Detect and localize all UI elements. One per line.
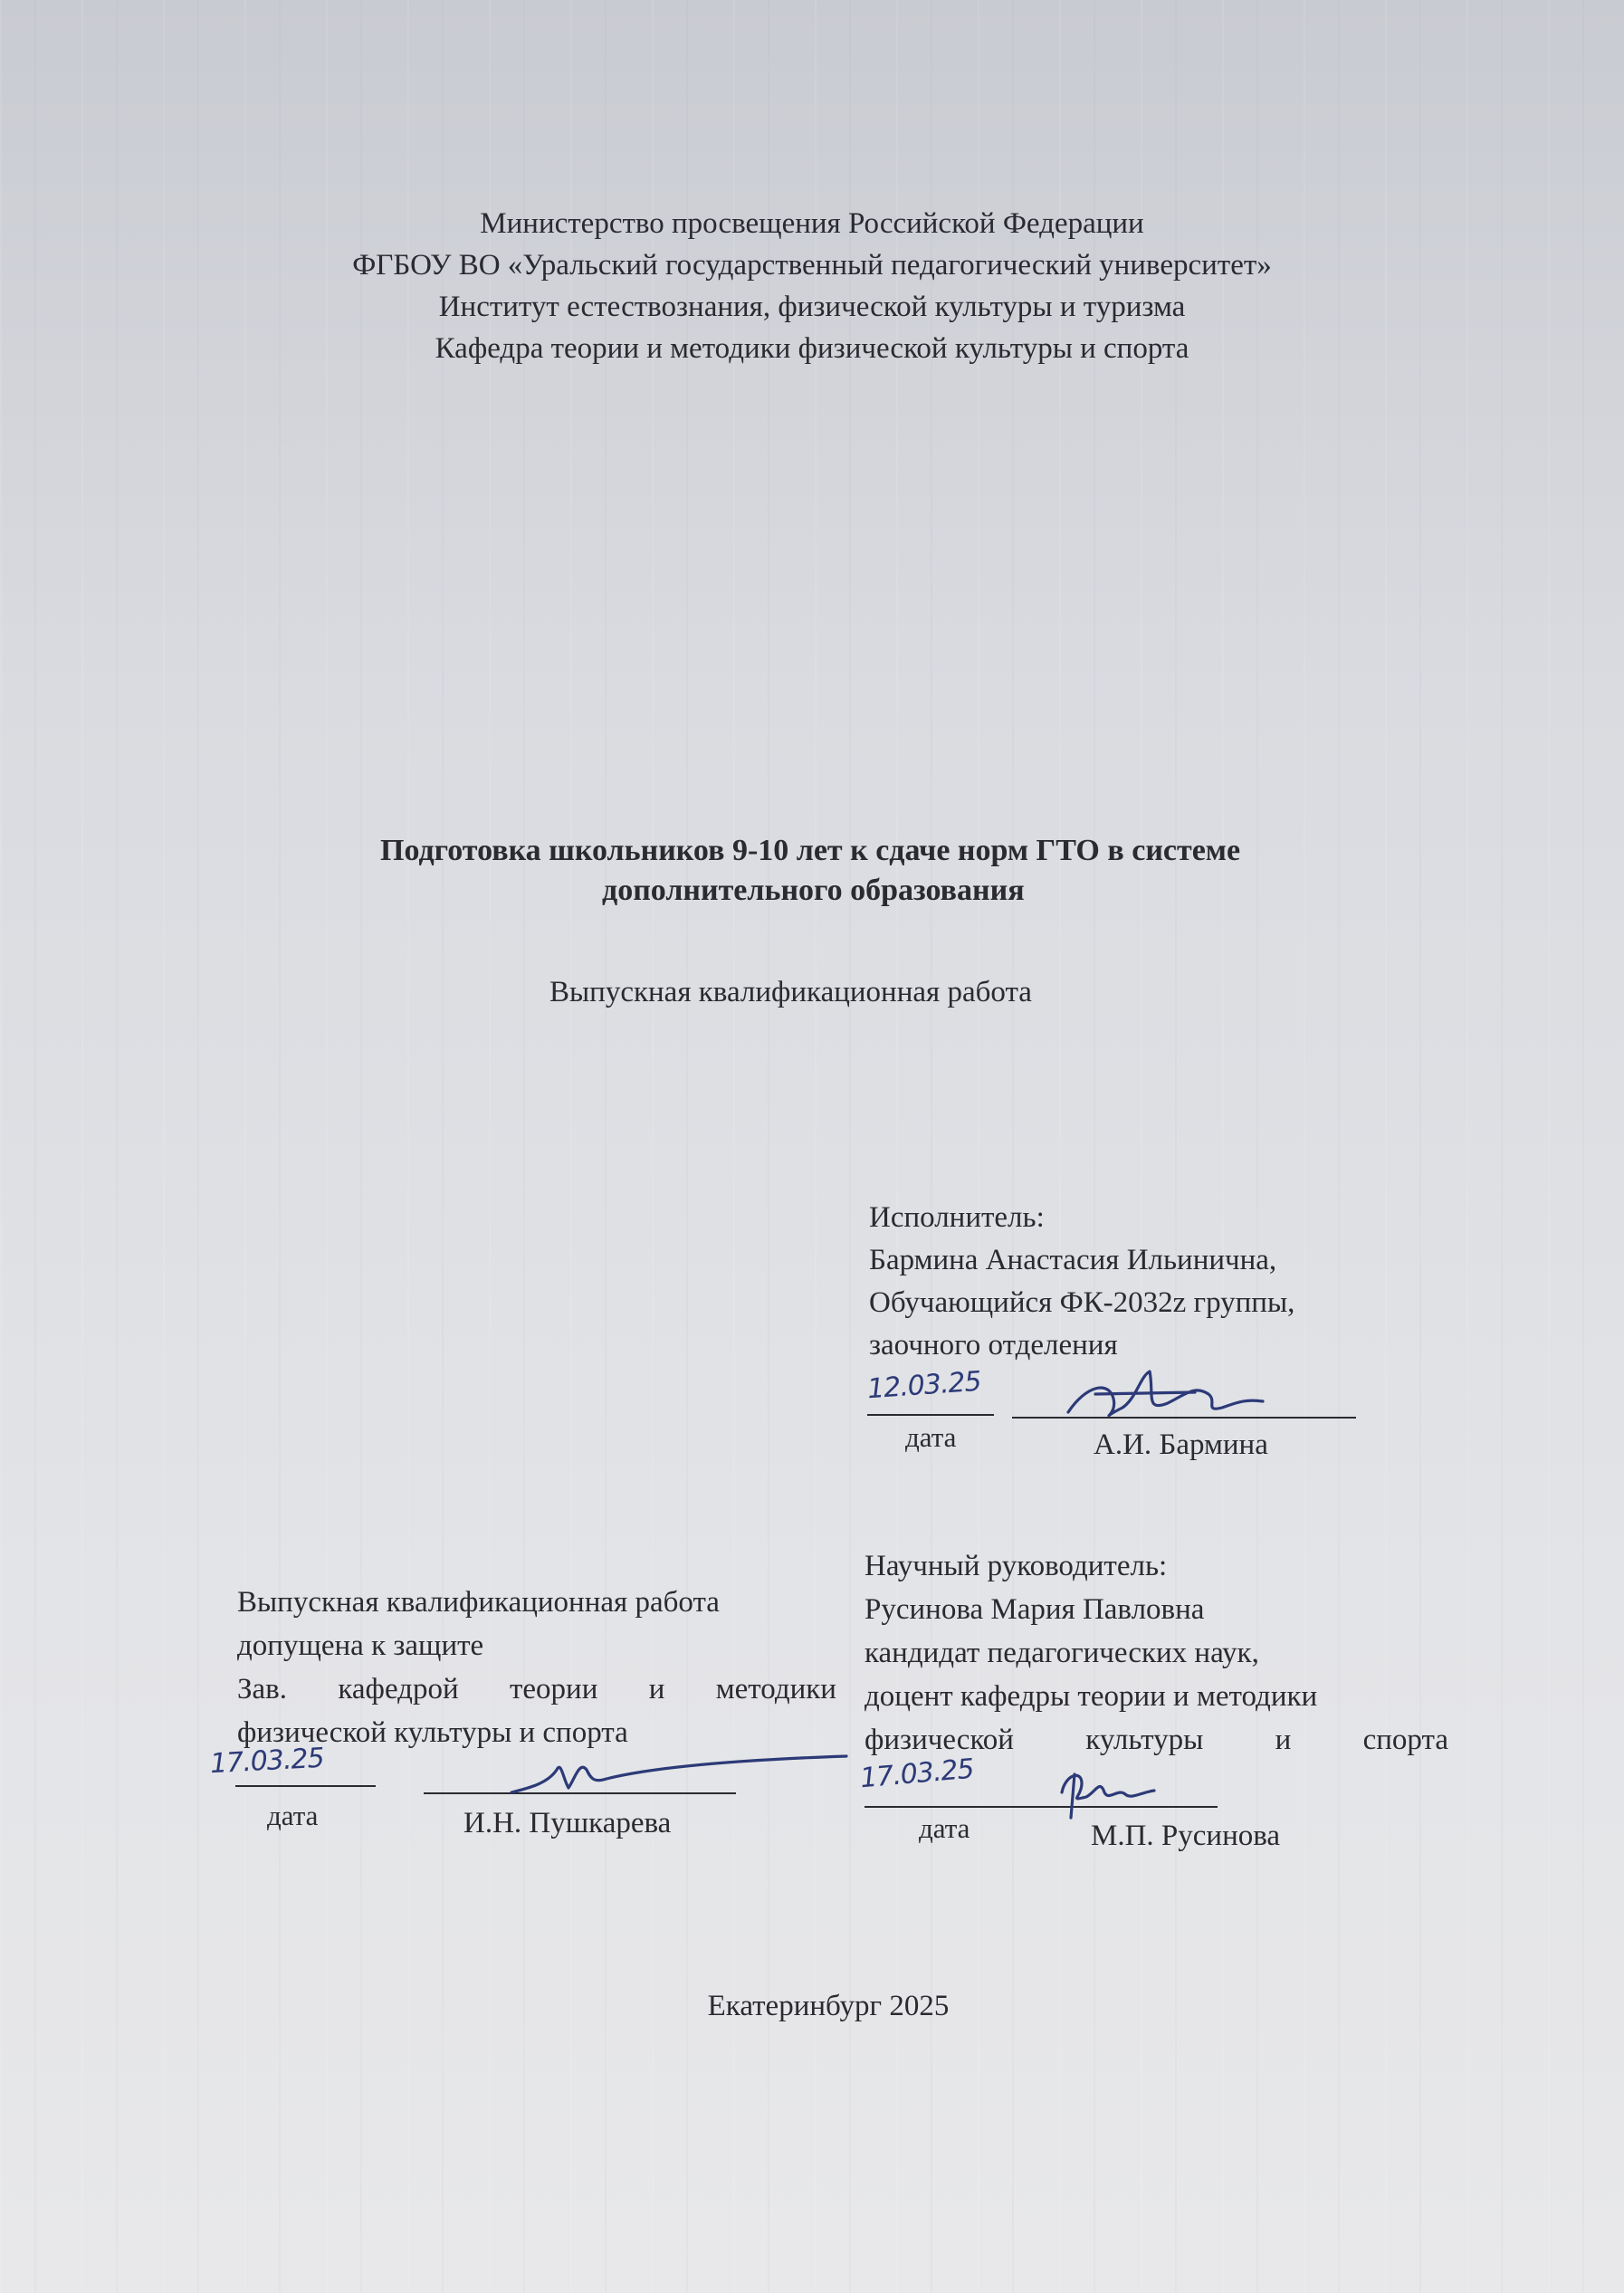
approval-word: теории [509,1673,598,1705]
supervisor-signature-line [865,1806,1218,1808]
supervisor-position-word: спорта [1362,1724,1448,1756]
supervisor-signature-name: М.П. Русинова [1091,1820,1281,1852]
footer-city-year: Екатеринбург 2025 [707,1990,950,2022]
executor-name: Бармина Анастасия Ильинична, [869,1244,1277,1276]
executor-date-handwritten: 12.03.25 [865,1365,982,1406]
supervisor-position-word: физической [865,1724,1014,1756]
approval-word: кафедрой [338,1673,459,1705]
supervisor-position-line2 [865,1720,1448,1760]
approval-word: Зав. [237,1673,288,1705]
thesis-title-line2: дополнительного образования [602,874,1025,907]
supervisor-position-word: культуры [1085,1724,1204,1756]
header-ministry: Министерство просвещения Российской Федерации [480,207,1144,240]
approval-line3 [237,1669,836,1709]
executor-date-line [867,1414,994,1416]
executor-heading: Исполнитель: [869,1201,1045,1234]
approval-date-line [235,1785,376,1787]
executor-department: заочного отделения [869,1329,1118,1361]
executor-date-label: дата [905,1421,957,1453]
thesis-title-line1: Подготовка школьников 9-10 лет к сдаче норм ГТО в системе [380,834,1241,867]
header-department: Кафедра теории и методики физической культуры и спорта [435,332,1189,365]
supervisor-degree: кандидат педагогических наук, [865,1637,1259,1669]
approval-line4: физической культуры и спорта [237,1716,628,1749]
approval-line1: Выпускная квалификационная работа [237,1586,720,1619]
approval-word: методики [715,1673,836,1705]
approval-date-label: дата [267,1800,319,1831]
supervisor-signature [1055,1756,1163,1820]
supervisor-date-label: дата [919,1812,970,1844]
executor-signature [1059,1358,1267,1430]
supervisor-name: Русинова Мария Павловна [865,1593,1205,1626]
supervisor-position: доцент кафедры теории и методики [865,1680,1318,1713]
header-university: ФГБОУ ВО «Уральский государственный педагогический университет» [352,249,1272,282]
approval-signature [507,1743,851,1806]
work-type: Выпускная квалификационная работа [549,976,1032,1008]
header-institute: Институт естествознания, физической культуры и туризма [438,291,1186,323]
supervisor-heading: Научный руководитель: [865,1550,1168,1582]
approval-word: и [648,1673,665,1705]
supervisor-position-word: и [1275,1724,1292,1756]
executor-signature-name: А.И. Бармина [1094,1428,1268,1461]
executor-group: Обучающийся ФК-2032z группы, [869,1286,1295,1319]
approval-line2: допущена к защите [237,1629,484,1662]
supervisor-date-handwritten: 17.03.25 [858,1753,975,1795]
approval-signature-name: И.Н. Пушкарева [463,1807,672,1839]
approval-date-handwritten: 17.03.25 [209,1742,325,1781]
